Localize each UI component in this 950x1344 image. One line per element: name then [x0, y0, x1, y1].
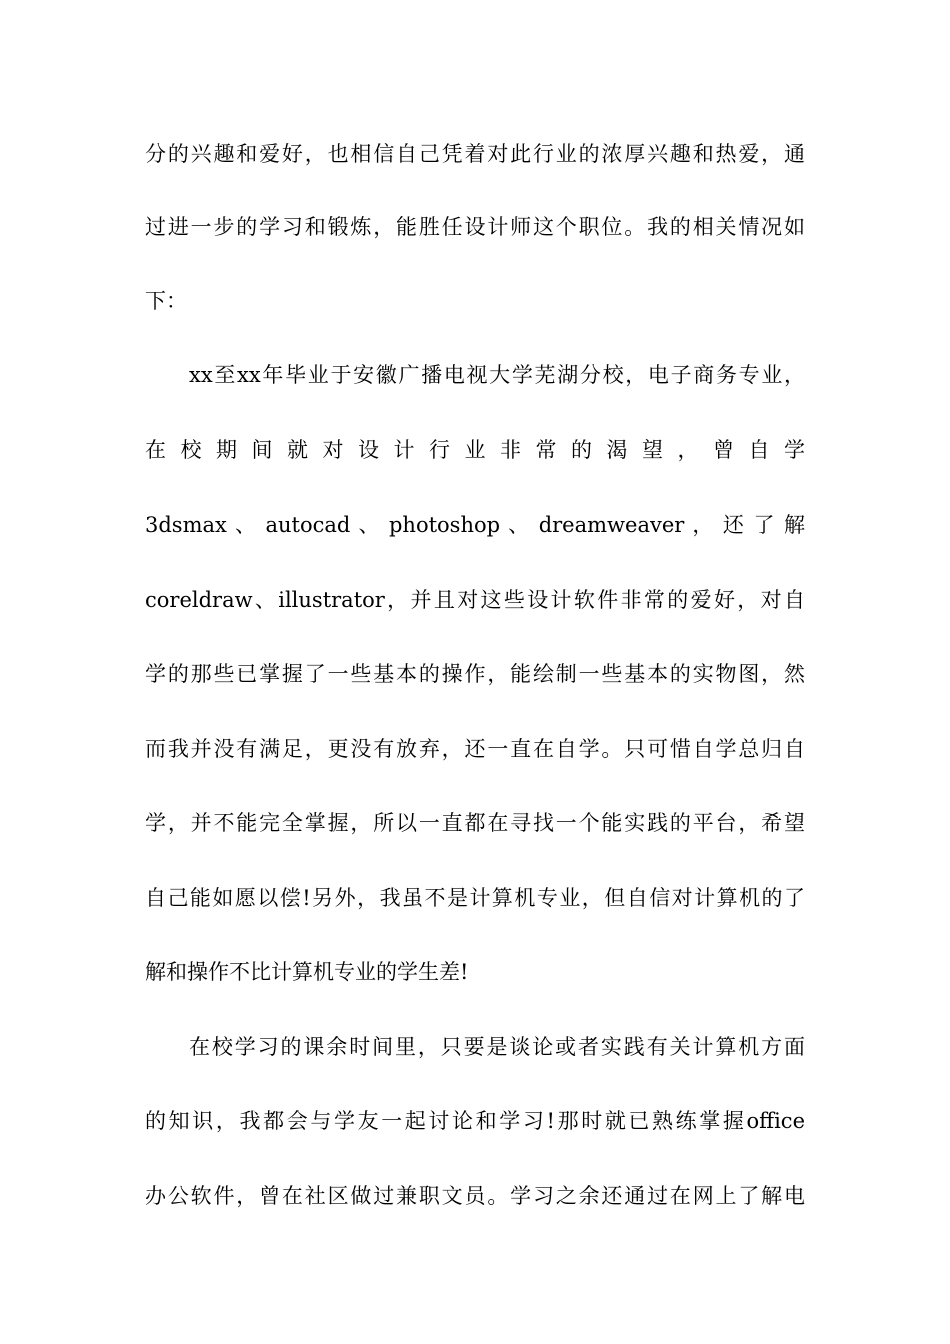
text-line: 的知识，我都会与学友一起讨论和学习!那时就已熟练掌握office	[145, 1109, 805, 1133]
paragraph-first-line: xx至xx年毕业于安徽广播电视大学芜湖分校，电子商务专业，	[189, 363, 805, 387]
text-line: coreldraw、illustrator，并且对这些设计软件非常的爱好，对自	[145, 588, 805, 612]
text-line: 办公软件，曾在社区做过兼职文员。学习之余还通过在网上了解电	[145, 1184, 805, 1208]
text-line: 解和操作不比计算机专业的学生差!	[145, 960, 469, 984]
text-line: 3dsmax 、 autocad 、 photoshop 、 dreamweaver ， 还 了 解	[145, 513, 805, 537]
text-line: 在 校 期 间 就 对 设 计 行 业 非 常 的 渴 望 ， 曾 自 学	[145, 438, 805, 462]
text-line: 自己能如愿以偿!另外，我虽不是计算机专业，但自信对计算机的了	[145, 886, 805, 910]
text-line: 而我并没有满足，更没有放弃，还一直在自学。只可惜自学总归自	[145, 737, 805, 761]
text-line: 下：	[145, 289, 187, 313]
paragraph-first-line: 在校学习的课余时间里，只要是谈论或者实践有关计算机方面	[189, 1035, 805, 1059]
text-line: 学的那些已掌握了一些基本的操作，能绘制一些基本的实物图，然	[145, 662, 805, 686]
text-line: 分的兴趣和爱好，也相信自己凭着对此行业的浓厚兴趣和热爱，通	[145, 142, 805, 166]
text-line: 过进一步的学习和锻炼，能胜任设计师这个职位。我的相关情况如	[145, 215, 805, 239]
text-line: 学，并不能完全掌握，所以一直都在寻找一个能实践的平台，希望	[145, 811, 805, 835]
